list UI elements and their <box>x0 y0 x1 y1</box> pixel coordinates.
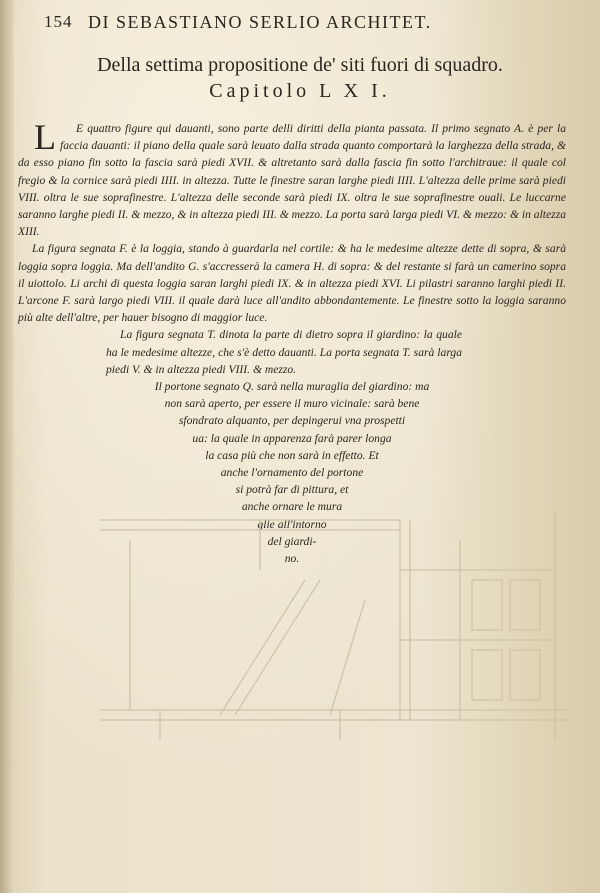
page-number: 154 <box>44 12 73 31</box>
portone-line: sfondrato alquanto, per depingerui vna prospetti <box>178 414 406 428</box>
portone-line: non sarà aperto, per essere il muro vicinale: sarà bene <box>164 397 420 411</box>
portone-line: del giardi- <box>267 534 317 548</box>
chapter-title: Della settima propositione de' siti fuori di squadro. <box>97 54 503 76</box>
portone-line: Il portone segnato Q. sarà nella muraglia del giardino: ma <box>154 380 430 394</box>
paragraph-loggia: La figura segnata F. è la loggia, stando à guardarla nel cortile: & ha le medesime altezze dette di sopra, & sarà loggia sopra loggia. Ma dell'andito G. s'accresserà la camera H. di sopra: & del restante si farà un camerino sopra il uiottolo. Li archi di questa loggia saran larghi piedi IX. & in altezza piedi XVI. Li pilastri saranno larghi piedi II. L'arcone F. sarà largo piedi VIII. il quale darà luce all'andito abbondantemente. Le finestre sotto la loggia saranno più alte dell'altre, per hauer bisogno di maggior luce. <box>18 242 566 325</box>
portone-line: anche ornare le mura <box>241 500 343 514</box>
page-header <box>30 12 570 38</box>
portone-line: si potrà far di pittura, et <box>235 483 349 497</box>
portone-line: ua: la quale in apparenza farà parer longa <box>192 431 392 445</box>
chapter-number: Capitolo L X I. <box>209 80 391 102</box>
paragraph-facade-text: E quattro figure qui dauanti, sono parte delli diritti della pianta passata. Il primo segnato A. è per la faccia dauanti: il piano della quale sarà leuato dalla strada quanto comportarà la larghezza della strada, & da esso piano fin sotto la fascia sarà piedi XVII. & altretanto sarà dalla fascia fin sotto l'architraue: il quale col fregio & la cornice sarà piedi IIII. in altezza. Tutte le finestre saran larghe piedi IIII. L'altezza delle prime sarà piedi VIII. oltra le sue soprafinestre. L'altezza delle seconde sarà piedi IX. oltra le sue soprafinestre ouali. Le luccarne saranno larghe piedi II. & mezzo, & in altezza piedi III. & mezzo. La porta sarà larga piedi VI. & mezzo: & in altezza XIII. <box>18 122 566 239</box>
portone-line: glie all'intorno <box>257 517 327 531</box>
paragraph-garden-side: La figura segnata T. dinota la parte di dietro sopra il giardino: la quale ha le medesime altezze, che s'è detto dauanti. La porta segnata T. sarà larga piedi V. & in altezza piedi VIII. & mezzo. <box>106 328 462 376</box>
portone-line: la casa più che non sarà in effetto. Et <box>205 448 379 462</box>
drop-cap: L <box>34 117 56 157</box>
portone-line: no. <box>284 552 300 566</box>
running-head: DI SEBASTIANO SERLIO ARCHITET. <box>88 12 432 32</box>
portone-line: anche l'ornamento del portone <box>220 466 364 480</box>
show-through-diagram <box>100 480 570 760</box>
faint-architectural-drawing <box>100 480 570 760</box>
paragraph-facade <box>18 117 566 240</box>
page-binding-shadow <box>0 0 14 893</box>
